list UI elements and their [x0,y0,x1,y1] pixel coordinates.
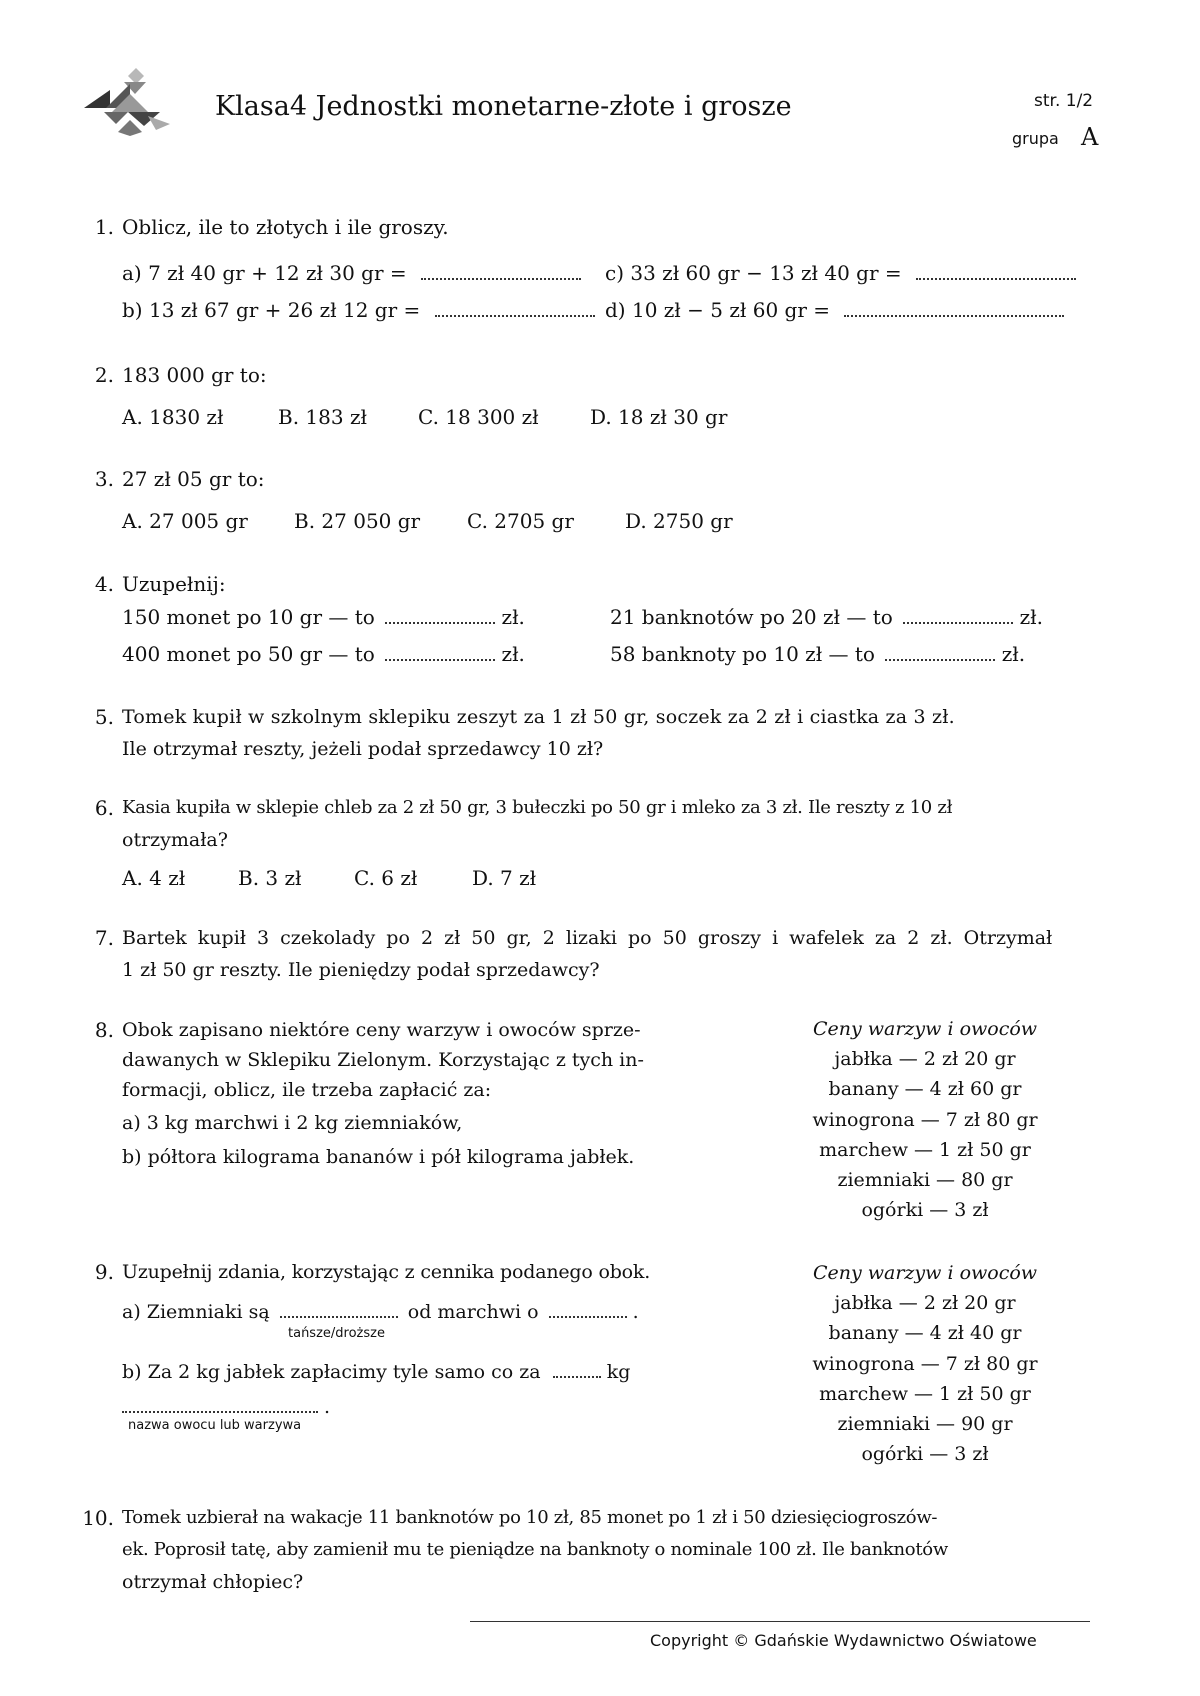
statement: . [632,1301,639,1323]
q4-right-1 [610,603,1043,631]
statement: 21 banknotów po 20 zł — to [610,605,893,629]
q2-option-b[interactable]: B. 183 zł [278,405,367,429]
question-text: Uzupełnij: [122,572,226,596]
price-list-title: Ceny warzyw i owoców [812,1262,1038,1284]
question-line: otrzymał chłopiec? [122,1571,304,1593]
unit: zł. [501,605,525,629]
q2-option-c[interactable]: C. 18 300 zł [418,405,539,429]
statement: od marchwi o [407,1301,539,1323]
answer-blank[interactable] [553,1360,601,1378]
question-line: Kasia kupiła w sklepie chleb za 2 zł 50 gr, 3 bułeczki po 50 gr i mleko za 3 zł. Ile reszty z 10 zł [122,797,953,818]
q1-item-b [122,296,595,324]
group-value: A [1081,123,1099,151]
question-line: Tomek uzbierał na wakacje 11 banknotów po 10 zł, 85 monet po 1 zł i 50 dziesięciogroszów- [122,1507,938,1528]
unit: kg [606,1361,631,1383]
q3-option-d[interactable]: D. 2750 gr [625,509,733,533]
statement: 150 monet po 10 gr — to [122,605,375,629]
answer-blank[interactable] [421,262,581,280]
price-item: winogrona — 7 zł 80 gr [812,1352,1038,1375]
question-line: Obok zapisano niektóre ceny warzyw i owoców sprze- [122,1019,641,1041]
answer-blank[interactable] [549,1300,627,1318]
footer-copyright: Copyright © Gdańskie Wydawnictwo Oświatowe [650,1631,1037,1650]
price-item: jabłka — 2 zł 20 gr [834,1048,1016,1071]
q1-d-expression: d) 10 zł − 5 zł 60 gr = [605,298,831,322]
q1-a-expression: a) 7 zł 40 gr + 12 zł 30 gr = [122,261,407,285]
question-text: 183 000 gr to: [122,363,267,387]
statement: 58 banknoty po 10 zł — to [610,642,875,666]
unit: zł. [1001,642,1026,666]
footer-rule [470,1621,1090,1622]
price-item: ogórki — 3 zł [861,1443,989,1466]
question-text: Uzupełnij zdania, korzystając z cennika podanego obok. [122,1261,651,1283]
q3-option-c[interactable]: C. 2705 gr [467,509,574,533]
q1-b-expression: b) 13 zł 67 gr + 26 zł 12 gr = [122,298,421,322]
question-number: 1. [94,215,114,239]
question-line: 1 zł 50 gr reszty. Ile pieniędzy podał sprzedawcy? [122,959,600,981]
answer-blank[interactable] [903,606,1013,624]
question-number: 3. [94,467,114,491]
question-line: Tomek kupił w szkolnym sklepiku zeszyt za 1 zł 50 gr, soczek za 2 zł i ciastka za 3 zł. [122,706,955,728]
statement: a) Ziemniaki są [122,1301,270,1323]
group-label: grupa [1012,129,1059,148]
price-item: marchew — 1 zł 50 gr [819,1138,1031,1161]
q1-item-d [605,296,1064,324]
q6-option-b[interactable]: B. 3 zł [238,866,302,890]
statement: b) Za 2 kg jabłek zapłacimy tyle samo co za [122,1361,541,1383]
q3-option-a[interactable]: A. 27 005 gr [122,509,248,533]
q2-option-a[interactable]: A. 1830 zł [122,405,224,429]
q1-item-a [122,259,581,287]
q9-item-a [122,1298,639,1326]
question-line: Bartek kupił 3 czekolady po 2 zł 50 gr, 2 lizaki po 50 groszy i wafelek za 2 zł. Otrzymał [122,927,1053,949]
q1-c-expression: c) 33 zł 60 gr − 13 zł 40 gr = [605,261,902,285]
page-title: Klasa4 Jednostki monetarne-złote i grosze [215,91,792,122]
price-list-2 [790,1258,1060,1469]
unit: zł. [501,642,525,666]
question-number: 7. [94,926,114,950]
question-number: 4. [94,572,114,596]
q4-left-1 [122,603,525,631]
q1-item-c [605,259,1076,287]
answer-blank[interactable] [844,299,1064,317]
q9-b-hint: nazwa owocu lub warzywa [128,1418,302,1433]
answer-blank[interactable] [885,643,995,661]
question-number: 2. [94,363,114,387]
q9-b-second-line [122,1393,330,1421]
answer-blank[interactable] [435,299,595,317]
q3-option-b[interactable]: B. 27 050 gr [294,509,421,533]
price-item: banany — 4 zł 60 gr [828,1078,1022,1101]
question-number: 5. [94,705,114,729]
q6-option-a[interactable]: A. 4 zł [122,866,186,890]
question-line: ek. Poprosił tatę, aby zamienił mu te pieniądze na banknoty o nominale 100 zł. Ile banknotów [122,1539,948,1560]
publisher-logo [84,64,170,138]
price-list-title: Ceny warzyw i owoców [812,1018,1038,1040]
price-item: ziemniaki — 80 gr [837,1169,1013,1192]
question-number: 10. [82,1506,114,1530]
q8-item-a: a) 3 kg marchwi i 2 kg ziemniaków, [122,1112,463,1134]
question-line: dawanych w Sklepiku Zielonym. Korzystając z tych in- [122,1049,644,1071]
price-item: ogórki — 3 zł [861,1199,989,1222]
answer-blank[interactable] [280,1300,398,1318]
q9-a-hint: tańsze/droższe [288,1326,385,1341]
q6-option-c[interactable]: C. 6 zł [354,866,418,890]
question-line: otrzymała? [122,829,228,851]
price-item: jabłka — 2 zł 20 gr [834,1292,1016,1315]
price-list-1 [790,1014,1060,1225]
q2-option-d[interactable]: D. 18 zł 30 gr [590,405,728,429]
price-item: ziemniaki — 90 gr [837,1413,1013,1436]
question-text: 27 zł 05 gr to: [122,467,265,491]
question-line: formacji, oblicz, ile trzeba zapłacić za: [122,1079,492,1101]
page-number: str. 1/2 [1034,91,1094,111]
answer-blank[interactable] [385,606,495,624]
question-number: 6. [94,796,114,820]
statement: 400 monet po 50 gr — to [122,642,375,666]
q4-right-2 [610,640,1025,668]
question-text: Oblicz, ile to złotych i ile groszy. [122,215,449,239]
q8-item-b: b) półtora kilograma bananów i pół kilograma jabłek. [122,1146,635,1168]
answer-blank[interactable] [385,643,495,661]
answer-blank[interactable] [122,1395,318,1413]
question-number: 9. [94,1260,114,1284]
unit: zł. [1019,605,1043,629]
answer-blank[interactable] [916,262,1076,280]
price-item: banany — 4 zł 40 gr [828,1322,1022,1345]
question-number: 8. [94,1018,114,1042]
price-item: winogrona — 7 zł 80 gr [812,1108,1038,1131]
q4-left-2 [122,640,525,668]
price-item: marchew — 1 zł 50 gr [819,1382,1031,1405]
statement: . [324,1396,331,1418]
q6-option-d[interactable]: D. 7 zł [472,866,537,890]
question-line: Ile otrzymał reszty, jeżeli podał sprzedawcy 10 zł? [122,738,604,760]
q9-item-b [122,1358,630,1386]
